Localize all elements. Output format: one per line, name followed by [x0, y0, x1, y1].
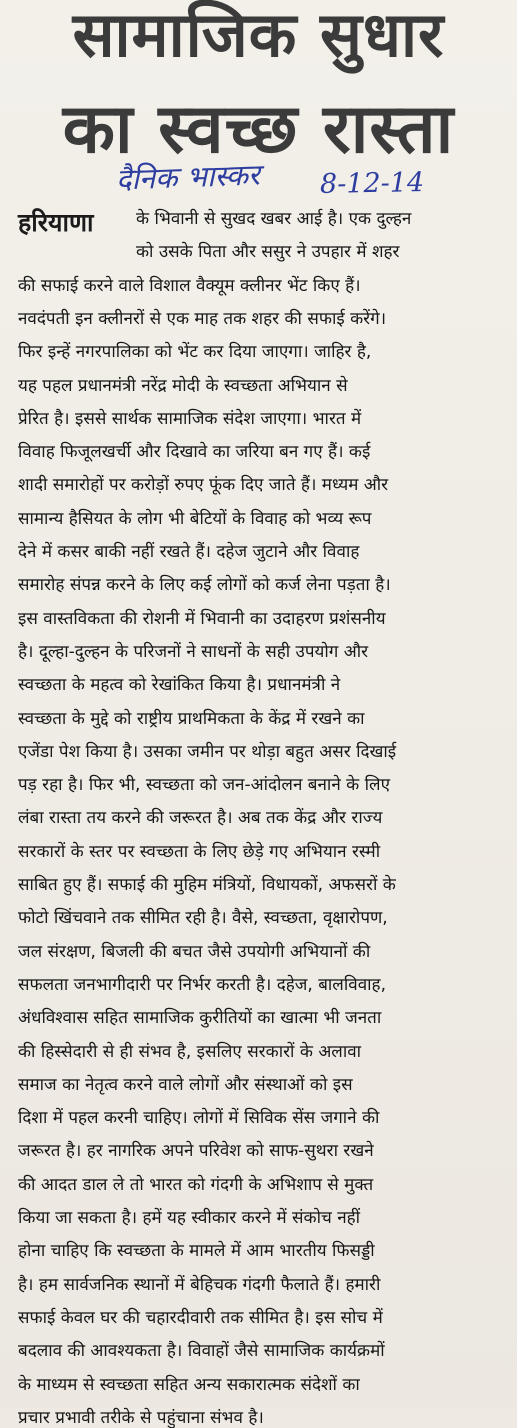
article-line: को उसके पिता और ससुर ने उपहार में शहर: [136, 242, 400, 263]
article-line: जरूरत है। हर नागरिक अपने परिवेश को साफ-सुथरा रखने: [18, 1141, 374, 1162]
article-line: सफाई केवल घर की चहारदीवारी तक सीमित है। इस सोच में: [18, 1307, 383, 1328]
article-line: दिशा में पहल करनी चाहिए। लोगों में सिविक सेंस जगाने की: [18, 1108, 380, 1129]
article-line: फिर इन्हें नगरपालिका को भेंट कर दिया जाएगा। जाहिर है,: [18, 342, 372, 363]
article-line: सामान्य हैसियत के लोग भी बेटियों के विवाह को भव्य रूप: [18, 508, 372, 529]
headline-line-2: का स्वच्छ रास्ता: [62, 90, 455, 169]
article-line: के भिवानी से सुखद खबर आई है। एक दुल्हन: [136, 209, 412, 229]
article-line: समारोह संपन्न करने के लिए कई लोगों को कर्ज लेना पड़ता है।: [18, 575, 391, 596]
article-line: के माध्यम से स्वच्छता सहित अन्य सकारात्मक संदेशों का: [18, 1374, 360, 1395]
headline-line-1: सामाजिक सुधार: [72, 0, 445, 71]
article-line: फोटो खिंचवाने तक सीमित रही है। वैसे, स्वच्छता, वृक्षारोपण,: [18, 908, 388, 929]
article-line: की सफाई करने वाले विशाल वैक्यूम क्लीनर भेंट किए हैं।: [18, 275, 361, 296]
article-line: शादी समारोहों पर करोड़ों रुपए फूंक दिए जाते हैं। मध्यम और: [18, 475, 389, 496]
article-line: किया जा सकता है। हमें यह स्वीकार करने में संकोच नहीं: [18, 1208, 361, 1228]
article-dateline: हरियाणा: [18, 208, 94, 237]
article-line: की हिस्सेदारी से ही संभव है, इसलिए सरकारों के अलावा: [18, 1041, 362, 1062]
article-line: पड़ रहा है। फिर भी, स्वच्छता को जन-आंदोलन बनाने के लिए: [18, 775, 390, 796]
article-line: होना चाहिए कि स्वच्छता के मामले में आम भारतीय फिसड्डी: [18, 1241, 375, 1262]
article-line: स्वच्छता के मुद्दे को राष्ट्रीय प्राथमिकता के केंद्र में रखने का: [18, 708, 365, 729]
article-line: एजेंडा पेश किया है। उसका जमीन पर थोड़ा बहुत असर दिखाई: [18, 741, 397, 762]
article-line: अंधविश्वास सहित सामाजिक कुरीतियों का खात्मा भी जनता: [18, 1008, 382, 1029]
handwritten-source-note: दैनिक भास्कर: [115, 157, 261, 197]
article-line: प्रेरित है। इससे सार्थक सामाजिक संदेश जाएगा। भारत में: [18, 408, 362, 429]
article-line: है। दूल्हा-दुल्हन के परिजनों ने साधनों के सही उपयोग और: [18, 641, 369, 662]
article-line: जल संरक्षण, बिजली की बचत जैसे उपयोगी अभियानों की: [18, 941, 371, 962]
article-line: सफलता जनभागीदारी पर निर्भर करती है। दहेज, बालविवाह,: [18, 974, 386, 995]
article-line: विवाह फिजूलखर्ची और दिखावे का जरिया बन गए हैं। कई: [18, 442, 371, 463]
article-line: की आदत डाल ले तो भारत को गंदगी के अभिशाप से मुक्त: [18, 1174, 374, 1195]
article-line: समाज का नेतृत्व करने वाले लोगों और संस्थाओं को इस: [18, 1074, 353, 1095]
article-line: स्वच्छता के महत्व को रेखांकित किया है। प्रधानमंत्री ने: [18, 675, 341, 696]
article-line: सरकारों के स्तर पर स्वच्छता के लिए छेड़े गए अभियान रस्मी: [18, 841, 381, 862]
article-line: यह पहल प्रधानमंत्री नरेंद्र मोदी के स्वच्छता अभियान से: [18, 375, 348, 396]
article-line: इस वास्तविकता की रोशनी में भिवानी का उदाहरण प्रशंसनीय: [18, 608, 386, 629]
article-line: नवदंपती इन क्लीनरों से एक माह तक शहर की सफाई करेंगे।: [18, 308, 387, 329]
article-line: लंबा रास्ता तय करने की जरूरत है। अब तक केंद्र और राज्य: [18, 808, 383, 829]
article-line: है। हम सार्वजनिक स्थानों में बेहिचक गंदगी फैलाते हैं। हमारी: [18, 1274, 381, 1295]
article-line: साबित हुए हैं। सफाई की मुहिम मंत्रियों, विधायकों, अफसरों के: [18, 875, 396, 895]
handwritten-date-note: 8-12-14: [319, 167, 425, 200]
article-line: प्रचार प्रभावी तरीके से पहुंचाना संभव है।: [18, 1407, 264, 1428]
article-line: बदलाव की आवश्यकता है। विवाहों जैसे सामाजिक कार्यक्रमों: [18, 1341, 385, 1362]
article-line: देने में कसर बाकी नहीं रखते हैं। दहेज जुटाने और विवाह: [18, 542, 360, 562]
